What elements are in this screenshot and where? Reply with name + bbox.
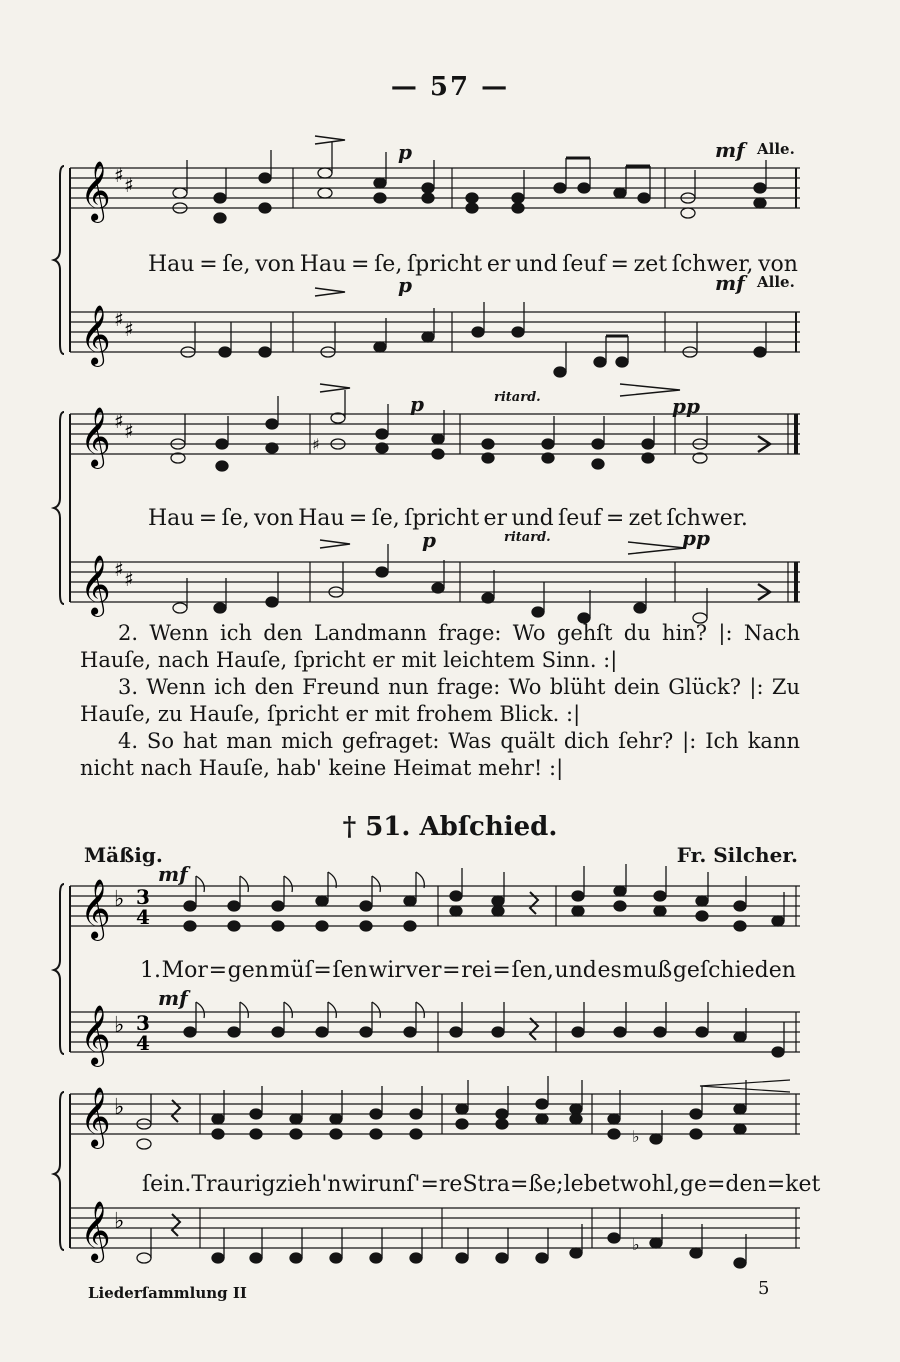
lyric-syllable: müſ [269,958,313,983]
svg-text:♭: ♭ [632,1235,640,1254]
lyric-syllable: den [725,1172,767,1197]
music-system-4 [60,1080,821,1270]
lyric-syllable: er [486,252,511,277]
lyric-syllable: wir [368,958,405,983]
verse-2: 2. Wenn ich den Landmann frage: Wo gehſt du hin? |: Nach Hauſe, nach Hauſe, ſpricht er mit leichtem Sinn. :| [80,621,800,672]
alle-mark: Alle. [757,273,795,291]
dynamic-p: p [410,392,424,416]
dynamic-p: p [398,140,412,164]
lyric-syllable: lebet [563,1172,620,1197]
lyric-syllable: Hau [298,506,345,531]
lyric-syllable: = [208,958,228,983]
sharp-icon: ♯ [124,317,134,341]
lyric-syllable: rei [461,958,492,983]
treble-clef-icon: 𝄞 [80,555,111,615]
lyric-syllable: ſe, [374,252,403,277]
lyric-syllable: = [351,252,370,277]
time-signature-top: 3 [136,1011,150,1035]
lyric-syllable: gen [227,958,269,983]
treble-clef-icon: 𝄞 [80,1087,111,1147]
flat-icon: ♭ [114,1095,125,1120]
lyric-syllable: ſe, [371,506,400,531]
lyric-syllable: ſein. [142,1172,192,1197]
lyric-syllable: ſeuf [558,506,602,531]
dynamic-pp: pp [682,526,710,550]
lyric-syllable: von [255,252,296,277]
sharp-icon: ♯ [114,163,124,187]
lyric-syllable: ſe, [222,252,251,277]
dynamic-mf: mf [158,986,188,1010]
staff-system-2 [60,384,800,614]
lyric-syllable: = [199,252,218,277]
lyric-syllable: wir [341,1172,378,1197]
lyric-syllable: und [515,252,558,277]
lyric-syllable: Traurig [191,1172,276,1197]
treble-clef-icon: 𝄞 [80,879,111,939]
lyric-syllable: zet [628,506,663,531]
dynamic-p: p [398,273,412,297]
lyric-syllable: re [438,1172,463,1197]
treble-clef-icon: 𝄞 [80,161,111,221]
lyric-syllable: und [511,506,554,531]
collection-footer: Liederſammlung II [88,1284,247,1302]
lyric-syllable: = [348,506,368,531]
composer-name: Fr. Silcher. [676,843,798,867]
ritard-marking: ritard. [494,390,541,405]
verse-4: 4. So hat man mich gefraget: Was quält dich ſehr? |: Ich kann nicht nach Hauſe, hab' keine Heimat mehr! :| [80,729,800,780]
verse-3: 3. Wenn ich den Freund nun frage: Wo blüht dein Glück? |: Zu Hauſe, zu Hauſe, ſpricht er mit frohem Blick. :| [80,675,800,726]
lyric-syllable: und [554,958,597,983]
dynamic-p: p [422,528,436,552]
lyric-syllable: Hau [299,252,347,277]
svg-text:♯: ♯ [312,435,320,454]
lyric-syllable: ket [785,1172,821,1197]
lyric-syllable: ſpricht [404,506,480,531]
lyric-syllable: unſ' [377,1172,421,1197]
dynamic-mf: mf [158,862,188,886]
lyric-syllable: zieh'n [275,1172,342,1197]
sharp-icon: ♯ [114,557,124,581]
music-system-2 [60,384,800,614]
lyric-line-2 [148,506,748,531]
lyric-syllable: ſchwer. [666,506,748,531]
lyric-syllable: von [253,506,294,531]
sharp-icon: ♯ [124,419,134,443]
lyric-syllable: Hau [148,252,195,277]
lyric-syllable: ſpricht [407,252,483,277]
lyric-syllable: ße; [528,1172,564,1197]
lyric-syllable: = [313,958,332,983]
treble-clef-icon: 𝄞 [80,1005,111,1065]
sharp-icon: ♯ [124,173,134,197]
lyric-line-4 [142,1172,821,1197]
svg-text:♭: ♭ [632,1127,640,1146]
signature-mark: 5 [758,1278,770,1299]
lyric-syllable: ſeuf [562,252,606,277]
lyric-line-3 [140,958,796,983]
lyric-syllable: Hau [148,506,195,531]
lyric-syllable: = [605,506,625,531]
sharp-icon: ♯ [114,409,124,433]
time-signature-bottom: 4 [136,1031,150,1055]
music-system-1 [60,130,800,370]
lyric-syllable: 1. [140,958,161,983]
flat-icon: ♭ [114,1209,125,1234]
sharp-icon: ♯ [124,567,134,591]
lyric-syllable: = [610,252,629,277]
treble-clef-icon: 𝄞 [80,407,111,467]
verses-block [80,620,800,782]
lyric-syllable: = [198,506,218,531]
dynamic-mf: mf [715,271,745,295]
lyric-syllable: Mor [161,958,208,983]
treble-clef-icon: 𝄞 [80,305,111,365]
lyric-syllable: wohl, [619,1172,680,1197]
lyric-syllable: ſen, [511,958,554,983]
lyric-syllable: = [766,1172,786,1197]
dynamic-pp: pp [672,394,700,418]
flat-icon: ♭ [114,1013,125,1038]
alle-mark: Alle. [757,140,795,158]
lyric-syllable: es [597,958,622,983]
time-signature-bottom: 4 [136,905,150,929]
ritard-marking: ritard. [504,530,551,545]
song-title: † 51. Abſchied. [342,812,558,842]
lyric-syllable: ſen [332,958,368,983]
lyric-syllable: = [420,1172,439,1197]
music-system-3 [60,862,800,1092]
page-number: — 57 — [390,72,510,102]
flat-icon: ♭ [114,887,125,912]
time-signature-top: 3 [136,885,150,909]
dynamic-mf: mf [715,138,745,162]
treble-clef-icon: 𝄞 [80,1201,111,1261]
staff-system-1 [60,130,800,370]
lyric-syllable: = [510,1172,529,1197]
lyric-syllable: von [758,252,798,277]
lyric-syllable: ge [679,1172,707,1197]
lyric-syllable: ſchwer, [671,252,754,277]
lyric-syllable: Stra [462,1172,510,1197]
lyric-syllable: muß [622,958,673,983]
lyric-line-1 [148,252,798,277]
sharp-icon: ♯ [114,307,124,331]
lyric-syllable: geſchieden [672,958,796,983]
lyric-syllable: er [483,506,508,531]
lyric-syllable: zet [633,252,668,277]
tempo-marking: Mäßig. [84,843,163,867]
lyric-syllable: = [492,958,511,983]
lyric-syllable: = [706,1172,726,1197]
lyric-syllable: = [442,958,461,983]
lyric-syllable: ver [405,958,442,983]
lyric-syllable: ſe, [221,506,250,531]
